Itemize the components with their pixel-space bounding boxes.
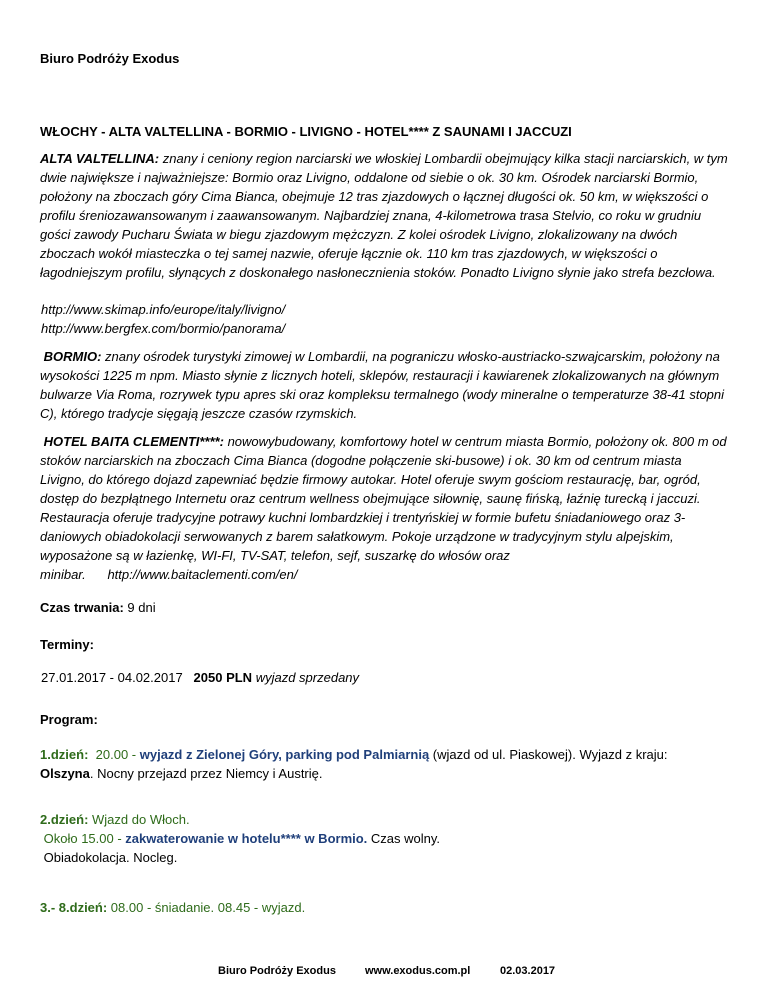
alta-valtellina-section [40,149,730,282]
terms-note: wyjazd sprzedany [255,670,360,685]
terms-price: 2050 PLN [193,670,253,685]
footer-company: Biuro Podróży Exodus [218,965,336,977]
program-day3 [40,900,305,915]
footer-website[interactable]: www.exodus.com.pl [365,965,471,977]
terms-label: Terminy: [40,637,94,652]
day1-place: Olszyna [40,766,90,781]
duration-value: 9 dni [123,600,156,615]
terms-line [41,670,359,685]
day3-text: 08.00 - śniadanie. 08.45 - wyjazd. [107,900,306,915]
links-list [41,300,285,338]
day3-label: 3.- 8.dzień: [40,900,108,915]
company-header: Biuro Podróży Exodus [40,51,180,66]
day2-highlight: zakwaterowanie w hotelu**** w Bormio. [125,831,368,846]
alta-valtellina-text: znany i ceniony region narciarski we włoskiej Lombardii obejmujący kilka stacji narciarskich, w tym dwie największe i najważniejsze: Bormio oraz Livigno, oddalone od siebie o ok. 30 km. Ośrodek narciarski Bormio, położony na zboczach góry Cima Bianca, obejmuje 12 tras zjazdowych o łącznej długości ok. 50 km, w większości o profilu śreniozawansowanym i zaawansowanym. Najbardziej znana, 4-kilometrowa trasa Stelvio, co roku w grudniu gości zawody Pucharu Świata w biegu zjazdowym mężczyzn. Z kolei ośrodek Livigno, zlokalizowany na dwóch zboczach wokół miasteczka o tej samej nazwie, oferuje łącznie ok. 110 km tras zjazdowych, w większości o łagodniejszym profilu, słynących z doskonałego nasłonecznienia stoków. Ponadto Livigno słynie jako strefa bezcłowa. [40,151,728,280]
day1-highlight: wyjazd z Zielonej Góry, parking pod Palmiarnią [139,747,430,762]
day1-rest2: . Nocny przejazd przez Niemcy i Austrię. [89,766,323,781]
terms-dates: 27.01.2017 - 04.02.2017 [41,670,183,685]
program-label: Program: [40,712,98,727]
day2-line1: Wjazd do Włoch. [88,812,190,827]
day2-label: 2.dzień: [40,812,89,827]
day1-rest: (wjazd od ul. Piaskowej). Wyjazd z kraju: [429,747,668,762]
link-bergfex[interactable]: http://www.bergfex.com/bormio/panorama/ [41,321,286,336]
bormio-label: BORMIO: [43,349,102,364]
alta-valtellina-label: ALTA VALTELLINA: [40,151,160,166]
bormio-section [40,347,730,423]
day1-label: 1.dzień: [40,747,89,762]
day2-line3: Obiadokolacja. Nocleg. [43,850,178,865]
day2-time: Około 15.00 - [43,831,122,846]
hotel-url[interactable]: http://www.baitaclementi.com/en/ [107,567,298,582]
bormio-text: znany ośrodek turystyki zimowej w Lombardii, na pograniczu włosko-austriacko-szwajcarskim, położony na wysokości 1225 m npm. Miasto słynie z licznych hoteli, sklepów, restauracji i kawiarenek zlokalizowanych na głównym bulwarze Via Roma, rozrywek typu apres ski oraz kompleksu termalnego (wody mineralne o temperaturze 38-41 stopni C), którego tradycje sięgają jeszcze czasów rzymskich. [40,349,725,421]
hotel-label: HOTEL BAITA CLEMENTI****: [43,434,224,449]
link-skimap[interactable]: http://www.skimap.info/europe/italy/livigno/ [41,302,286,317]
program-day1 [40,745,740,783]
hotel-section [40,432,730,584]
footer-date: 02.03.2017 [500,965,556,977]
program-day2 [40,810,740,867]
hotel-text: nowowybudowany, komfortowy hotel w centrum miasta Bormio, położony ok. 800 m od stoków narciarskich na zboczach Cima Bianca (dogodne połączenie ski-busowe) i ok. 30 km od centrum miasta Livigno, do którego dojazd zapewniać będzie firmowy autokar. Hotel oferuje swym gościom restaurację, bar, ogród, dostęp do bezpłątnego Internetu oraz centrum wellness obejmujące siłownię, saunę fińską, łaźnię turecką i jaccuzi. Restauracja oferuje tradycyjne potrawy kuchni lombardzkiej i trentyńskiej w formie bufetu śniadaniowego oraz 3-daniowych obiadokolacji serwowanych z barem sałatkowym. Pokoje urządzone w tradycyjnym stylu alpejskim, wyposażone są w łazienkę, WI-FI, TV-SAT, telefon, sejf, suszarkę do włosów oraz minibar. [40,434,727,582]
day2-rest: Czas wolny. [367,831,441,846]
day1-time: 20.00 - [95,747,137,762]
duration-label: Czas trwania: [40,600,124,615]
duration-line [40,600,156,615]
page-title: WŁOCHY - ALTA VALTELLINA - BORMIO - LIVIGNO - HOTEL**** Z SAUNAMI I JACCUZI [40,124,572,139]
